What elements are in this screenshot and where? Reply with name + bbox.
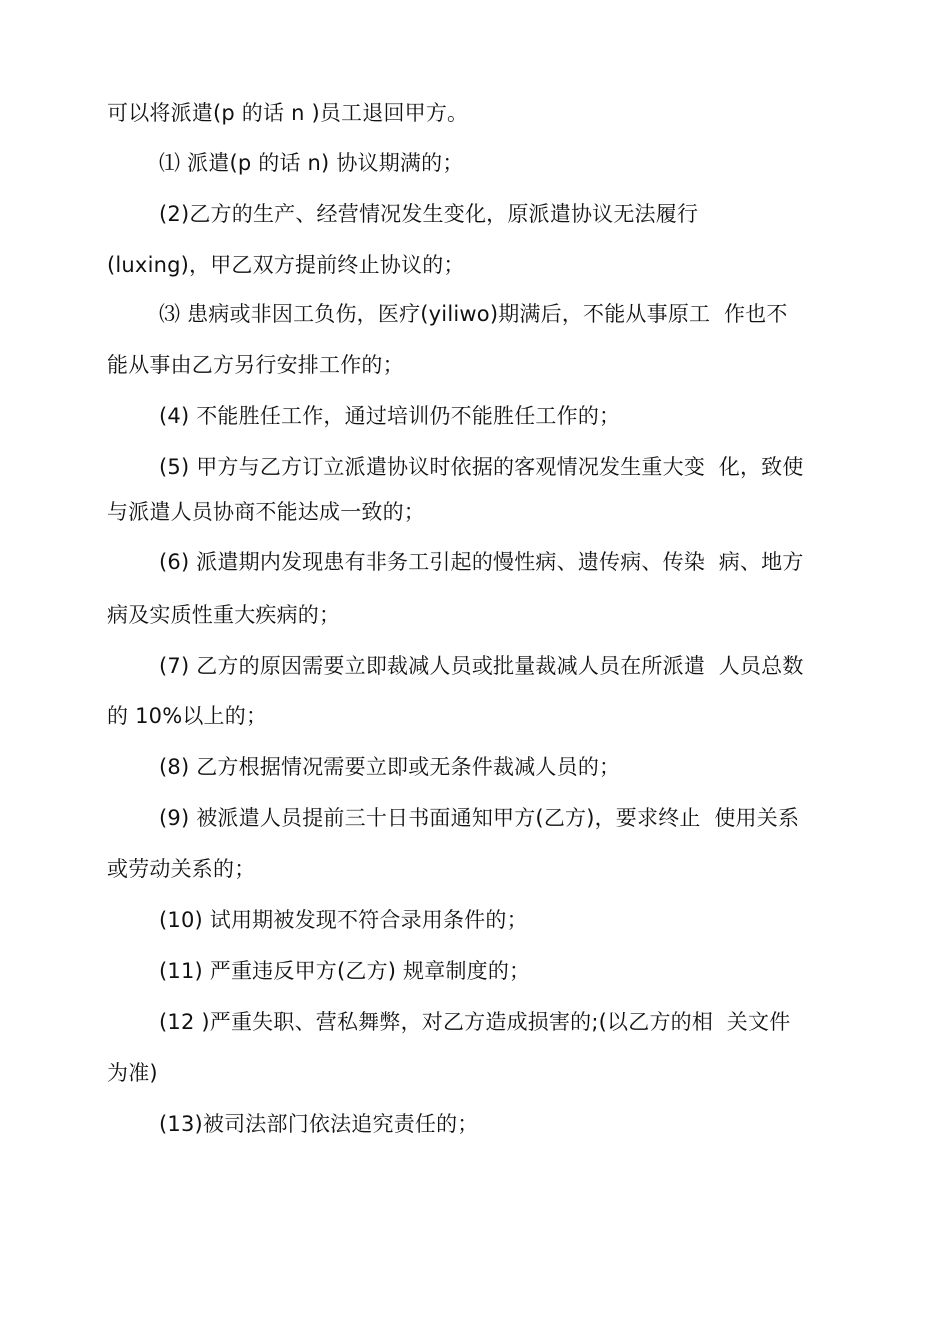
list-item-13: (13)被司法部门依法追究责任的； (159, 1112, 479, 1136)
list-item-8: (8) 乙方根据情况需要立即或无条件裁减人员的； (159, 755, 621, 779)
list-item-9: (9) 被派遣人员提前三十日书面通知甲方(乙方)，要求终止 使用关系 (159, 806, 800, 830)
text-line: 的 10%以上的； (107, 704, 268, 728)
text-line: 能从事由乙方另行安排工作的； (107, 353, 404, 377)
list-item-5: (5) 甲方与乙方订立派遣协议时依据的客观情况发生重大变 化，致使 (159, 455, 804, 479)
text-line: 病及实质性重大疾病的； (107, 603, 341, 627)
list-item-1: ⑴ 派遣(p 的话 n) 协议期满的； (159, 151, 464, 175)
text-line: 与派遣人员协商不能达成一致的； (107, 500, 425, 524)
text-line: (luxing)，甲乙双方提前终止协议的； (107, 253, 465, 277)
list-item-2: (2)乙方的生产、经营情况发生变化，原派遣协议无法履行 (159, 202, 699, 226)
list-item-6: (6) 派遣期内发现患有非务工引起的慢性病、遗传病、传染 病、地方 (159, 550, 804, 574)
list-item-12: (12 )严重失职、营私舞弊，对乙方造成损害的;(以乙方的相 关文件 (159, 1010, 791, 1034)
list-item-10: (10) 试用期被发现不符合录用条件的； (159, 908, 528, 932)
text-line: 为准) (107, 1061, 158, 1085)
list-item-11: (11) 严重违反甲方(乙方) 规章制度的； (159, 959, 531, 983)
text-line: 或劳动关系的； (107, 857, 256, 881)
text-line: 可以将派遣(p 的话 n )员工退回甲方。 (107, 101, 469, 125)
list-item-7: (7) 乙方的原因需要立即裁减人员或批量裁减人员在所派遣 人员总数 (159, 654, 804, 678)
list-item-3: ⑶ 患病或非因工负伤，医疗(yiliwo)期满后，不能从事原工 作也不 (159, 302, 788, 326)
list-item-4: (4) 不能胜任工作，通过培训仍不能胜任工作的； (159, 404, 621, 428)
